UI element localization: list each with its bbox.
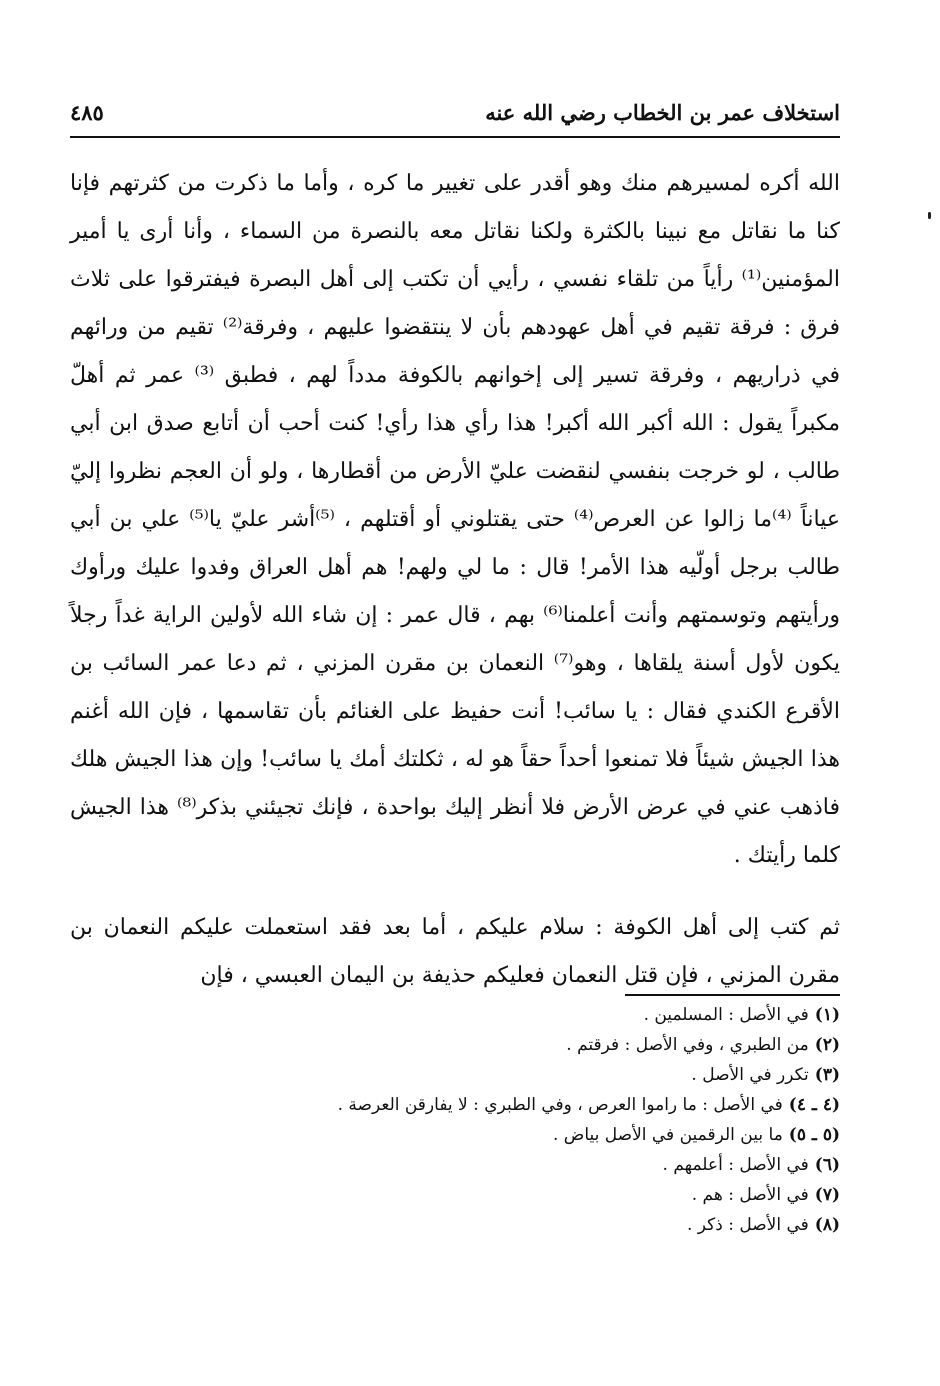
footnotes [70,1000,840,1240]
footnote-rule [625,994,840,996]
main-text [70,160,840,1000]
footnote-text: ما بين الرقمين في الأصل بياض . [552,1125,783,1145]
footnote-text: من الطبري ، وفي الأصل : فرقتم . [566,1035,809,1055]
footnote-6 [70,1150,840,1180]
footnote-text: في الأصل : المسلمين . [643,1005,809,1025]
footnote-text: في الأصل : هم . [691,1185,809,1205]
footnote-text: في الأصل : ذكر . [686,1215,809,1235]
paragraph-1: الله أكره لمسيرهم منك وهو أقدر على تغيير ما كره ، وأما ما ذكرت من كثرتهم فإنا كنا ما نقاتل مع نبينا بالكثرة ولكنا نقاتل معه بالنصرة من السماء ، وأنا أرى يا أمير المؤمنين⁽¹⁾ رأياً من تلقاء نفسي ، رأيي أن تكتب إلى أهل البصرة فيفترقوا على ثلاث فرق : فرقة تقيم في أهل عهودهم بأن لا ينتقضوا عليهم ، وفرقة⁽²⁾ تقيم من ورائهم في ذراريهم ، وفرقة تسير إلى إخوانهم بالكوفة مدداً لهم ، فطبق ⁽³⁾ عمر ثم أهلّ مكبراً يقول : الله أكبر الله أكبر! هذا رأي هذا رأي! كنت أحب أن أتابع صدق ابن أبي طالب ، لو خرجت بنفسي لنقضت عليّ الأرض من أقطارها ، ولو أن العجم نظروا إليّ عياناً ⁽⁴⁾ما زالوا عن العرص⁽⁴⁾ حتى يقتلوني أو أقتلهم ، ⁽⁵⁾أشر عليّ يا⁽⁵⁾ علي بن أبي طالب برجل أولّيه هذا الأمر! قال : ما لي ولهم! هم أهل العراق وفدوا عليك ورأوك ورأيتهم وتوسمتهم وأنت أعلمنا⁽⁶⁾ بهم ، قال عمر : إن شاء الله لأولين الراية غداً رجلاً يكون لأول أسنة يلقاها ، وهو⁽⁷⁾ النعمان بن مقرن المزني ، ثم دعا عمر السائب بن الأقرع الكندي فقال : يا سائب! أنت حفيظ على الغنائم بأن تقاسمها ، فإن الله أغنم هذا الجيش شيئاً فلا تمنعوا أحداً حقاً هو له ، ثكلتك أمك يا سائب! وإن هذا الجيش هلك فاذهب عني في عرض الأرض فلا أنظر إليك بواحدة ، فإنك تجيئني بذكر⁽⁸⁾ هذا الجيش كلما رأيتك . [70,171,841,868]
footnote-number: (١) [814,1005,840,1025]
page-header [70,92,840,132]
footnote-number: (٥ ـ ٥) [788,1125,840,1145]
footnote-number: (٤ ـ ٤) [788,1095,840,1115]
footnote-number: (٦) [814,1155,840,1175]
footnote-1 [70,1000,840,1030]
footnote-5 [70,1120,840,1150]
footnote-4 [70,1090,840,1120]
scan-edge-mark [928,212,931,219]
paragraph-2: ثم كتب إلى أهل الكوفة : سلام عليكم ، أما بعد فقد استعملت عليكم النعمان بن مقرن المزني ، فإن قتل النعمان فعليكم حذيفة بن اليمان العبسي ، فإن [70,915,840,988]
footnote-8 [70,1210,840,1240]
footnote-number: (٣) [814,1065,840,1085]
footnote-text: في الأصل : ما راموا العرص ، وفي الطبري : لا يفارقن العرصة . [337,1095,783,1115]
footnote-number: (٢) [814,1035,840,1055]
footnote-2 [70,1030,840,1060]
footnote-number: (٧) [814,1185,840,1205]
page-number: ٤٨٥ [70,99,104,125]
footnote-3 [70,1060,840,1090]
footnote-7 [70,1180,840,1210]
footnote-number: (٨) [814,1215,840,1235]
running-title: استخلاف عمر بن الخطاب رضي الله عنه [485,99,840,125]
header-rule [70,136,840,138]
footnote-text: في الأصل : أعلمهم . [662,1155,809,1175]
footnote-text: تكرر في الأصل . [691,1065,809,1085]
